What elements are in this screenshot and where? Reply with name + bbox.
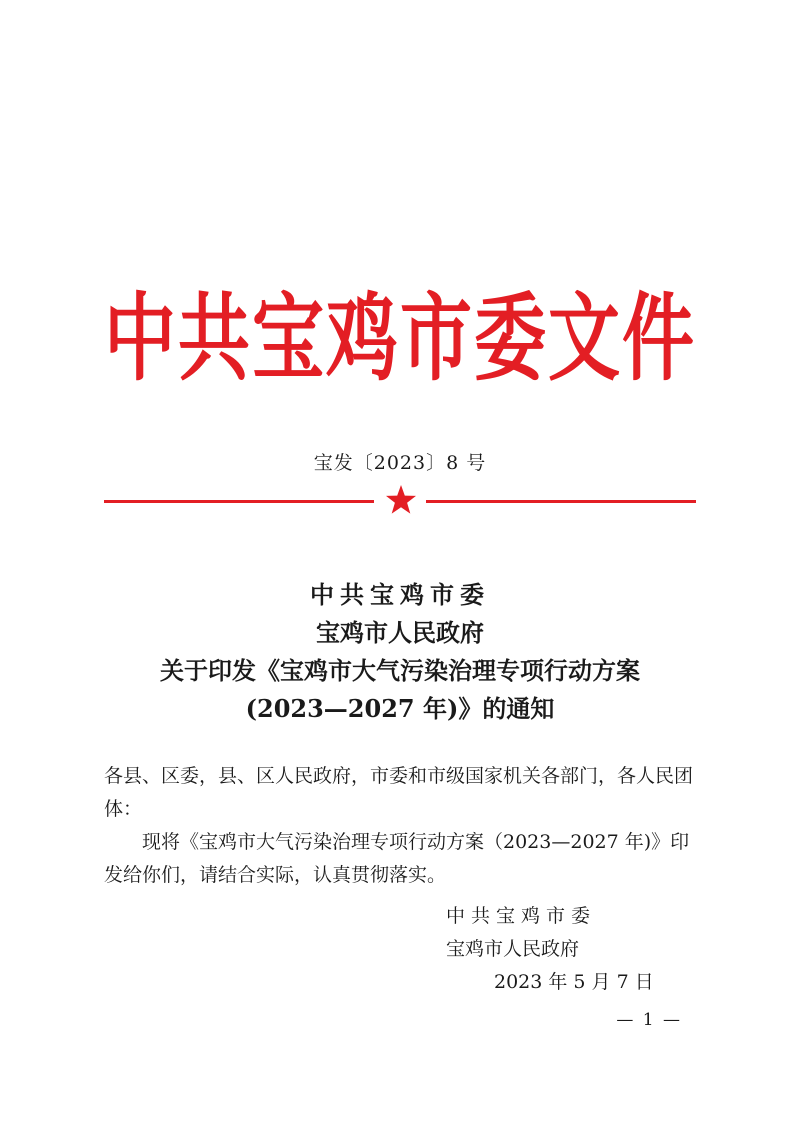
signature-block — [446, 900, 654, 999]
red-separator — [104, 484, 696, 520]
page-number: — 1 — — [616, 1010, 682, 1030]
signature-date: 2023 年 5 月 7 日 — [494, 971, 654, 993]
separator-line-right — [426, 500, 696, 503]
masthead-title: 中共宝鸡市委文件 — [103, 281, 696, 394]
main-paragraph: 现将《宝鸡市大气污染治理专项行动方案（2023—2027 年)》印发给你们，请结合实际，认真贯彻落实。 — [104, 831, 690, 886]
document-number: 宝发〔2023〕8 号 — [313, 452, 487, 474]
red-star-icon — [385, 484, 417, 516]
title-line-period: (2023—2027 年)》的通知 — [245, 694, 555, 723]
title-issuer-party: 中共宝鸡市委 — [310, 580, 490, 609]
signature-party: 中共宝鸡市委 — [446, 905, 597, 927]
notice-body — [104, 760, 700, 892]
separator-line-left — [104, 500, 374, 503]
title-line-subject: 关于印发《宝鸡市大气污染治理专项行动方案 — [160, 656, 640, 685]
title-issuer-government: 宝鸡市人民政府 — [316, 618, 484, 647]
notice-title — [0, 576, 800, 728]
addressee-paragraph: 各县、区委，县、区人民政府，市委和市级国家机关各部门，各人民团体： — [104, 765, 694, 820]
signature-government: 宝鸡市人民政府 — [446, 938, 580, 960]
